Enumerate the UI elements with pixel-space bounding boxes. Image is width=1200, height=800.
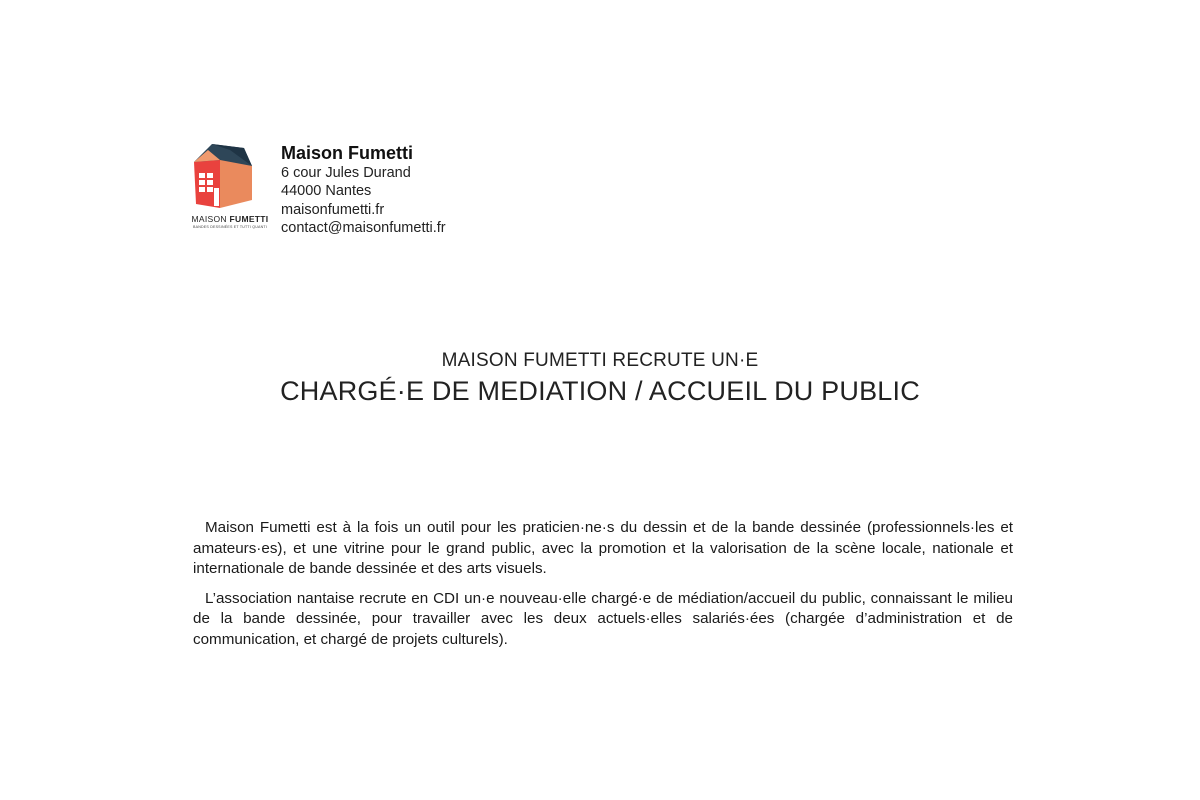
paragraph-position: L’association nantaise recrute en CDI un·e nouveau·elle chargé·e de médiation/accueil du public, connaissant le milieu de la bande dessinée, pour travailler avec les deux actuels·elles salariés·ées (chargée d’administration et de communication, et chargé de projets culturels). xyxy=(193,589,1013,648)
logo-tagline: BANDES DESSINÉES ET TUTTI QUANTI xyxy=(193,225,267,229)
address-block xyxy=(281,142,446,238)
website-link[interactable]: maisonfumetti.fr xyxy=(281,201,385,218)
org-name: Maison Fumetti xyxy=(281,143,414,163)
logo-wordmark: MAISON FUMETTI xyxy=(191,214,269,224)
postal-city: 44000 Nantes xyxy=(281,183,372,200)
email-link[interactable]: contact@maisonfumetti.fr xyxy=(281,220,446,237)
headline-job-title: CHARGÉ·E DE MEDIATION / ACCUEIL DU PUBLIC xyxy=(280,376,920,406)
body-text xyxy=(193,518,1013,660)
letterhead xyxy=(190,140,750,240)
headline-recruits: MAISON FUMETTI RECRUTE UN·E xyxy=(441,350,759,371)
street-address: 6 cour Jules Durand xyxy=(281,165,411,181)
paragraph-intro: Maison Fumetti est à la fois un outil pour les praticien·ne·s du dessin et de la bande dessinée (professionnels·les et amateurs·es), et une vitrine pour le grand public, avec la promotion et la valorisation de la scène locale, nationale et internationale de bande dessinée et des arts visuels. xyxy=(193,519,1013,578)
house-icon xyxy=(190,140,270,212)
maison-fumetti-logo xyxy=(190,140,270,236)
